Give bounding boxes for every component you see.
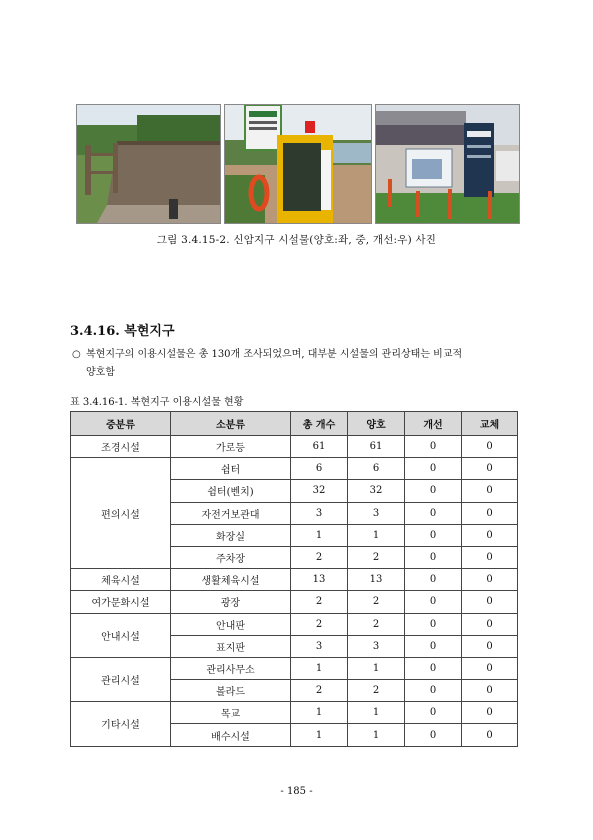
subcategory-cell: 관리사무소 xyxy=(171,657,291,679)
section-title: 3.4.16. 복현지구 xyxy=(70,324,175,339)
table-header xyxy=(71,412,518,436)
figure-photos xyxy=(76,104,521,224)
count-cell: 0 xyxy=(405,436,462,458)
count-cell: 0 xyxy=(462,613,518,635)
category-cell: 편의시설 xyxy=(71,458,171,569)
count-cell: 1 xyxy=(291,524,348,546)
bullet-text-line2: 양호함 xyxy=(86,367,115,378)
count-cell: 0 xyxy=(405,702,462,724)
category-cell: 기타시설 xyxy=(71,702,171,746)
subcategory-cell: 쉼터(벤치) xyxy=(171,480,291,502)
count-cell: 0 xyxy=(405,635,462,657)
count-cell: 0 xyxy=(462,546,518,568)
count-cell: 0 xyxy=(462,680,518,702)
photo-signs-bollards xyxy=(375,104,520,224)
table-row xyxy=(71,702,518,724)
count-cell: 32 xyxy=(348,480,405,502)
count-cell: 0 xyxy=(405,591,462,613)
subcategory-cell: 볼라드 xyxy=(171,680,291,702)
count-cell: 3 xyxy=(291,635,348,657)
count-cell: 1 xyxy=(291,702,348,724)
table-body xyxy=(71,436,518,747)
count-cell: 0 xyxy=(462,502,518,524)
table-row xyxy=(71,613,518,635)
count-cell: 2 xyxy=(291,546,348,568)
count-cell: 0 xyxy=(462,591,518,613)
photo-equipment-box xyxy=(224,104,372,224)
subcategory-cell: 가로등 xyxy=(171,436,291,458)
count-cell: 2 xyxy=(291,680,348,702)
count-cell: 1 xyxy=(348,724,405,746)
count-cell: 6 xyxy=(291,458,348,480)
bullet-mark: ○ xyxy=(72,349,81,360)
count-cell: 3 xyxy=(348,635,405,657)
category-cell: 안내시설 xyxy=(71,613,171,657)
count-cell: 2 xyxy=(291,613,348,635)
header-cell: 양호 xyxy=(348,412,405,436)
subcategory-cell: 배수시설 xyxy=(171,724,291,746)
table-row xyxy=(71,569,518,591)
subcategory-cell: 표지판 xyxy=(171,635,291,657)
category-cell: 여가문화시설 xyxy=(71,591,171,613)
header-cell: 교체 xyxy=(462,412,518,436)
count-cell: 1 xyxy=(348,702,405,724)
count-cell: 1 xyxy=(348,657,405,679)
category-cell: 관리시설 xyxy=(71,657,171,701)
subcategory-cell: 화장실 xyxy=(171,524,291,546)
count-cell: 0 xyxy=(462,657,518,679)
count-cell: 32 xyxy=(291,480,348,502)
table-row xyxy=(71,458,518,480)
category-cell: 조경시설 xyxy=(71,436,171,458)
count-cell: 0 xyxy=(405,657,462,679)
count-cell: 0 xyxy=(462,458,518,480)
count-cell: 0 xyxy=(405,546,462,568)
subcategory-cell: 목교 xyxy=(171,702,291,724)
table-row xyxy=(71,591,518,613)
page-number: - 185 - xyxy=(280,786,313,797)
subcategory-cell: 주차장 xyxy=(171,546,291,568)
count-cell: 1 xyxy=(291,657,348,679)
header-cell: 중분류 xyxy=(71,412,171,436)
count-cell: 0 xyxy=(405,724,462,746)
count-cell: 3 xyxy=(291,502,348,524)
count-cell: 0 xyxy=(405,480,462,502)
header-cell: 소분류 xyxy=(171,412,291,436)
table-row xyxy=(71,436,518,458)
count-cell: 0 xyxy=(462,702,518,724)
count-cell: 0 xyxy=(462,436,518,458)
header-cell: 개선 xyxy=(405,412,462,436)
count-cell: 2 xyxy=(348,546,405,568)
table-row xyxy=(71,657,518,679)
header-cell: 총 개수 xyxy=(291,412,348,436)
count-cell: 13 xyxy=(291,569,348,591)
count-cell: 2 xyxy=(291,591,348,613)
count-cell: 2 xyxy=(348,680,405,702)
count-cell: 0 xyxy=(462,569,518,591)
count-cell: 1 xyxy=(291,724,348,746)
subcategory-cell: 안내판 xyxy=(171,613,291,635)
subcategory-cell: 광장 xyxy=(171,591,291,613)
count-cell: 0 xyxy=(462,524,518,546)
count-cell: 2 xyxy=(348,591,405,613)
count-cell: 0 xyxy=(462,635,518,657)
count-cell: 0 xyxy=(462,480,518,502)
subcategory-cell: 쉼터 xyxy=(171,458,291,480)
subcategory-cell: 자전거보관대 xyxy=(171,502,291,524)
count-cell: 6 xyxy=(348,458,405,480)
count-cell: 0 xyxy=(405,502,462,524)
count-cell: 0 xyxy=(405,569,462,591)
photo-wooden-bridge xyxy=(76,104,221,224)
count-cell: 0 xyxy=(405,524,462,546)
count-cell: 3 xyxy=(348,502,405,524)
count-cell: 61 xyxy=(348,436,405,458)
count-cell: 61 xyxy=(291,436,348,458)
subcategory-cell: 생활체육시설 xyxy=(171,569,291,591)
bullet-text-line1: 복현지구의 이용시설물은 총 130개 조사되었으며, 대부분 시설물의 관리상태는 비교적 xyxy=(86,349,463,360)
facility-table xyxy=(70,411,518,747)
count-cell: 0 xyxy=(405,458,462,480)
count-cell: 0 xyxy=(405,680,462,702)
count-cell: 1 xyxy=(348,524,405,546)
count-cell: 13 xyxy=(348,569,405,591)
category-cell: 체육시설 xyxy=(71,569,171,591)
count-cell: 0 xyxy=(405,613,462,635)
figure-caption: 그림 3.4.15-2. 신암지구 시설물(양호:좌, 중, 개선:우) 사진 xyxy=(156,234,437,246)
count-cell: 2 xyxy=(348,613,405,635)
table-caption: 표 3.4.16-1. 복현지구 이용시설물 현황 xyxy=(70,397,244,408)
count-cell: 0 xyxy=(462,724,518,746)
